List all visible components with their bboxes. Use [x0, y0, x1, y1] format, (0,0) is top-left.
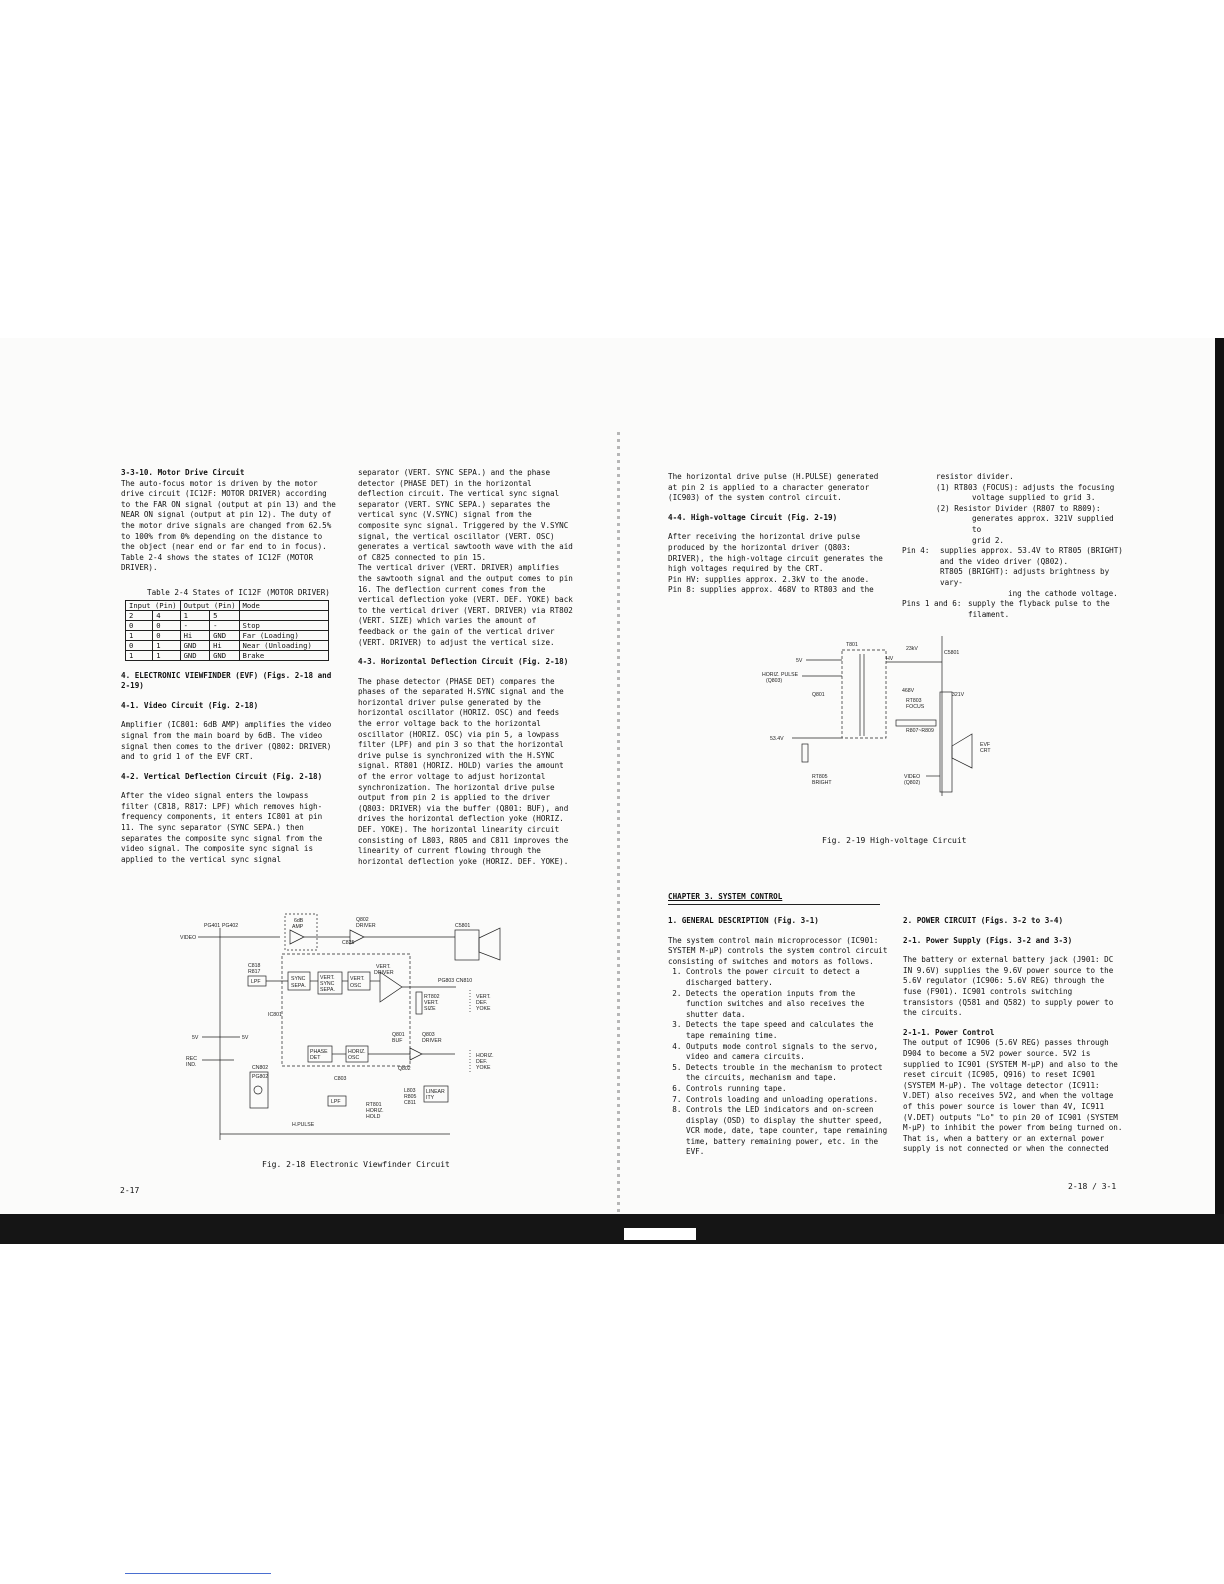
vertical-deflection-body: After the video signal enters the lowpass filter (C818, R817: LPF) which removes high-frequency components, it enters IC801 at pin 11. The sync separator (SYNC SEPA.) then separates the composite sync signal from the video signal. The composite sync signal is applied to the vertical sync signal [121, 791, 323, 864]
label-rt803: RT803 [906, 698, 922, 704]
table-cell: 1 [153, 650, 180, 660]
table-cell: 0 [153, 630, 180, 640]
power-supply-body: The battery or external battery jack (J901: DC IN 9.6V) supplies the 9.6V power source to the 5.6V regulator (IC906: 5.6V REG) through the fuse (F901). IC901 controls switching transistors (Q581 and Q582) to supply power to the circuits. [903, 955, 1114, 1018]
label-rt802: RT802 [424, 994, 440, 1000]
footer-link-line [125, 1573, 271, 1574]
label-r805: R805 [404, 1094, 417, 1100]
label-ic801: IC801 [268, 1012, 282, 1018]
label-6db: 6dB [294, 918, 304, 924]
pin4-line: RT805 (BRIGHT): adjusts brightness by vary- [940, 567, 1110, 587]
label-vert: VERT. [320, 975, 335, 981]
pin-hv-text: Pin HV: supplies approx. 2.3kV to the anode. [668, 574, 870, 584]
table-cell: 1 [126, 650, 153, 660]
label-q803: (Q803) [766, 678, 783, 684]
label-5v-b: 5V [242, 1035, 249, 1041]
label-evf: EVF [980, 742, 991, 748]
table-cell: - [180, 620, 209, 630]
table-cell: 5 [210, 610, 239, 620]
label-pg802: PG802 [252, 1074, 269, 1080]
label-vert-size: VERT. [424, 1000, 439, 1006]
label-crt: CRT [980, 748, 991, 754]
label-hv: HV [886, 656, 894, 662]
table-cell: Stop [239, 620, 328, 630]
section-heading-general-description: 1. GENERAL DESCRIPTION (Fig. 3-1) [668, 916, 819, 925]
label-5v: 5V [192, 1035, 199, 1041]
label-pg401: PG401 [204, 923, 221, 929]
right-page-column-6 [903, 916, 1123, 1164]
horizontal-deflection-body: The phase detector (PHASE DET) compares the phases of the separated H.SYNC signal and the horizontal driver pulse generated by the horizontal oscillator (HORIZ. OSC) and feeds the error voltage back to the horizontal oscillator (HORIZ. OSC) via pin 5, a lowpass filter (LPF) and pin 3 so that the horizontal drive pulse is synchronized with the H.SYNC signal. RT801 (HORIZ. HOLD) varies the amount of the error voltage to adjust horizontal synchronization. The horizontal drive pulse output from pin 2 is applied to the driver (Q803: DRIVER) via the buffer (Q801: BUF), and drives the horizontal deflection yoke (HORIZ. DEF. YOKE). The horizontal linearity circuit consisting of L803, R805 and C811 improves the linearity of current flowing through the horizontal deflection yoke (HORIZ. DEF. YOKE). [358, 676, 569, 866]
label-vdriver: DRIVER [374, 970, 394, 976]
scan-tab-mark [624, 1228, 696, 1240]
label-sepa: SEPA. [291, 983, 306, 989]
table-caption: Table 2-4 States of IC12F (MOTOR DRIVER) [147, 587, 330, 597]
label-horiz-pulse: HORIZ. PULSE [762, 672, 799, 678]
table-cell: GND [180, 640, 209, 650]
section-heading-power-supply: 2-1. Power Supply (Figs. 3-2 and 3-3) [903, 935, 1073, 945]
scan-bottom-band [0, 1214, 1224, 1244]
table-cell: 0 [126, 620, 153, 630]
table-cell: GND [210, 650, 239, 660]
vertical-sync-body: separator (VERT. SYNC SEPA.) and the phase detector (PHASE DET) in the horizontal deflection circuit. The vertical sync signal separator (VERT. SYNC SEPA.) separates the vertical sync (V.SYNC) signal from the composite sync signal. Triggered by the V.SYNC signal, the vertical oscillator (VERT. OSC) generates a vertical sawtooth wave with the aid of C825 connected to pin 15. [358, 468, 573, 562]
pins16-line: filament. [968, 609, 1010, 619]
power-control-body: The output of IC906 (5.6V REG) passes through D904 to become a 5V2 power source. 5V2 is supplied to IC901 (SYSTEM M-µP) and also to the reset circuit (IC905, Q916) to reset IC901 (SYSTEM M-µP). The voltage detector (IC911: V.DET) also receives 5V2, and when the voltage of this power source is lower than 4V, IC911 (V.DET) outputs "Lo" to pin 20 of IC901 (SYSTEM M-µP) to inhibit the power from being turned on. That is, when a battery or an external power supply is not connected or when the connected [903, 1038, 1123, 1154]
vertical-driver-body: The vertical driver (VERT. DRIVER) amplifies the sawtooth signal and the output comes to pin 16. The deflection current comes from the vertical deflection yoke (VERT. DEF. YOKE) back to the vertical driver (VERT. DRIVER) via RT802 (VERT. SIZE) which varies the amount of feedback or the gain of the vertical driver (VERT. DRIVER) to adjust the vertical size. [358, 563, 573, 647]
chapter-rule [668, 904, 880, 905]
label-r817: R817 [248, 969, 261, 975]
label-r807-r809: R807~R809 [906, 728, 934, 734]
list-item: 3. Detects the tape speed and calculates the tape remaining time. [686, 1020, 890, 1041]
label-vsync: SYNC [320, 981, 335, 987]
label-h-lpf: LPF [331, 1099, 341, 1105]
label-c5801: C5801 [944, 650, 960, 656]
label-vert-driver: VERT. [376, 964, 391, 970]
rt803-line-2: voltage supplied to grid 3. [972, 493, 1096, 503]
pins16-block [902, 599, 1124, 620]
label-q801: Q801 [392, 1032, 405, 1038]
list-item: 8. Controls the LED indicators and on-screen display (OSD) to display the shutter speed, VCR mode, date, tape counter, tape remaining time, battery remaining power, etc. in the EVF. [686, 1105, 890, 1158]
figure-caption-2-18: Fig. 2-18 Electronic Viewfinder Circuit [262, 1160, 450, 1169]
table-row [126, 640, 329, 650]
divider-line-2: generates approx. 321V supplied to [972, 514, 1114, 534]
list-item: 7. Controls loading and unloading operations. [686, 1095, 890, 1106]
label-vyoke-1: VERT. [476, 994, 491, 1000]
label-q803: Q803 [422, 1032, 435, 1038]
table-subheader-row [126, 610, 329, 620]
label-det: DET [310, 1055, 321, 1061]
table-header-row [126, 600, 329, 610]
page-number-right: 2-18 / 3-1 [1068, 1182, 1117, 1191]
label-c5801: C5801 [455, 923, 471, 929]
page-number-left: 2-17 [120, 1186, 140, 1195]
label-ity: ITY [426, 1095, 435, 1101]
table-cell: 4 [153, 610, 180, 620]
label-c803: C803 [334, 1076, 347, 1082]
label-amp: AMP [292, 924, 304, 930]
label-23kv: 23kV [906, 646, 918, 652]
table-cell: Brake [239, 650, 328, 660]
pins16-desc [940, 599, 1110, 620]
label-q802-b: Q802 [398, 1066, 411, 1072]
label-lpf: LPF [251, 979, 261, 985]
table-row [126, 650, 329, 660]
rt803-line: (1) RT803 (FOCUS): adjusts the focusing [936, 482, 1115, 492]
label-l803: L803 [404, 1088, 416, 1094]
list-item: 4. Outputs mode control signals to the servo, video and camera circuits. [686, 1042, 890, 1063]
label-driver: DRIVER [356, 923, 376, 929]
table-cell: - [210, 620, 239, 630]
table-cell: 2 [126, 610, 153, 620]
label-321v: 321V [952, 692, 965, 698]
pin4-line: ing the cathode voltage. [1008, 588, 1118, 598]
page-gutter [617, 432, 620, 1222]
label-size: SIZE [424, 1006, 436, 1012]
section-heading-evf: 4. ELECTRONIC VIEWFINDER (EVF) (Figs. 2-18 and 2-19) [121, 670, 332, 691]
label-vert-osc: VERT. [350, 976, 365, 982]
section-heading-high-voltage: 4-4. High-voltage Circuit (Fig. 2-19) [668, 512, 838, 522]
right-page-column-4 [902, 472, 1124, 620]
label-q802: (Q802) [904, 780, 921, 786]
label-osc: OSC [350, 983, 362, 989]
resistor-divider [896, 720, 936, 726]
high-voltage-body: After receiving the horizontal drive pulse produced by the horizontal driver (Q803: DRIVER), the high-voltage circuit generates the high voltages required by the CRT. [668, 532, 883, 574]
control-functions-list [668, 967, 890, 1158]
list-item: 6. Controls running tape. [686, 1084, 890, 1095]
label-horiz: HORIZ. [348, 1049, 366, 1055]
figure-2-19-high-voltage-schematic [756, 636, 1036, 796]
label-ind: IND. [186, 1062, 197, 1068]
amp-symbol [290, 930, 304, 944]
label-phase: PHASE [310, 1049, 328, 1055]
list-item: 2. Detects the operation inputs from the function switches and also receives the shutter data. [686, 989, 890, 1021]
label-t801: T801 [846, 642, 858, 648]
label-vyoke-2: DEF. [476, 1000, 488, 1006]
label-hpulse: H.PULSE [292, 1122, 315, 1128]
label-hhoriz: HORIZ. [366, 1108, 384, 1114]
label-q802: Q802 [356, 917, 369, 923]
right-page-column-3 [668, 472, 890, 596]
buffer-symbol [410, 1048, 422, 1060]
label-hdriver: DRIVER [422, 1038, 442, 1044]
label-53v: 53.4V [770, 736, 784, 742]
label-rec: REC [186, 1056, 197, 1062]
figure-caption-2-19: Fig. 2-19 High-voltage Circuit [822, 836, 967, 845]
label-cn802: CN802 [252, 1065, 269, 1071]
label-video: VIDEO [904, 774, 921, 780]
table-cell: Hi [210, 640, 239, 650]
led-symbol [254, 1086, 262, 1094]
table-cell: 0 [153, 620, 180, 630]
video-circuit-body: Amplifier (IC801: 6dB AMP) amplifies the video signal from the main board by 6dB. The video signal then comes to the driver (Q802: DRIVER) and to grid 1 of the EVF CRT. [121, 720, 332, 762]
motor-drive-table-ref: Table 2-4 shows the states of IC12F (MOTOR DRIVER). [121, 552, 314, 573]
hpulse-body: The horizontal drive pulse (H.PULSE) generated at pin 2 is applied to a character generator (IC903) of the system control circuit. [668, 472, 879, 503]
label-sync: SYNC [291, 976, 306, 982]
table-cell: 1 [153, 640, 180, 650]
table-header-cell: Mode [239, 600, 328, 610]
label-vyoke-3: YOKE [476, 1006, 491, 1012]
table-header-cell: Input (Pin) [126, 600, 181, 610]
label-hyoke-3: YOKE [476, 1065, 491, 1071]
label-q801: Q801 [812, 692, 825, 698]
label-468v: 468V [902, 688, 915, 694]
label-hyoke-2: DEF. [476, 1059, 488, 1065]
table-cell [239, 610, 328, 620]
label-pg402: PG402 [222, 923, 239, 929]
vert-driver-symbol [380, 972, 402, 1002]
label-5v: 5V [796, 658, 803, 664]
label-cn810: CN810 [456, 978, 473, 984]
label-hosc: OSC [348, 1055, 360, 1061]
pin4-desc [940, 546, 1124, 599]
list-item: 5. Detects trouble in the mechanism to protect the circuits, mechanism and tape. [686, 1063, 890, 1084]
table-cell: Hi [180, 630, 209, 640]
right-page-column-5 [668, 916, 890, 1166]
section-heading-horizontal-deflection: 4-3. Horizontal Deflection Circuit (Fig. 2-18) [358, 657, 569, 667]
divider-line: (2) Resistor Divider (R807 to R809): [936, 503, 1101, 513]
list-item: 1. Controls the power circuit to detect a discharged battery. [686, 967, 890, 988]
pins16-line: supply the flyback pulse to the [968, 599, 1110, 609]
crt-symbol [479, 928, 500, 960]
section-heading-video-circuit: 4-1. Video Circuit (Fig. 2-18) [121, 700, 259, 710]
section-heading-motor-drive: 3-3-10. Motor Drive Circuit [121, 468, 245, 477]
scan-edge-bar [1215, 338, 1224, 1244]
label-hyoke-1: HORIZ. [476, 1053, 494, 1059]
left-page-column-1 [121, 468, 336, 874]
evf-crt-symbol [952, 734, 972, 768]
table-cell: 1 [180, 610, 209, 620]
pin4-key: Pin 4: [902, 546, 930, 556]
label-bright: BRIGHT [812, 780, 832, 786]
divider-line-3: grid 2. [972, 535, 1005, 545]
table-cell: GND [210, 630, 239, 640]
label-focus: FOCUS [906, 704, 925, 710]
section-heading-vertical-deflection: 4-2. Vertical Deflection Circuit (Fig. 2-18) [121, 771, 323, 781]
table-row [126, 620, 329, 630]
section-heading-power-control: 2-1-1. Power Control [903, 1027, 995, 1037]
rt805-resistor [802, 744, 808, 762]
table-cell: Near (Unloading) [239, 640, 328, 650]
label-c818: C818 [248, 963, 261, 969]
section-heading-power-circuit: 2. POWER CIRCUIT (Figs. 3-2 to 3-4) [903, 916, 1064, 925]
rt802-resistor [416, 992, 422, 1014]
label-pg803: PG803 [438, 978, 455, 984]
general-description-body: The system control main microprocessor (IC901: SYSTEM M-µP) controls the system control circuit consisting of switches and motors as follows. [668, 935, 888, 966]
pins16-key: Pins 1 and 6: [902, 599, 962, 609]
label-rt801: RT801 [366, 1102, 382, 1108]
label-vsepa: SEPA. [320, 987, 335, 993]
table-cell: Far (Loading) [239, 630, 328, 640]
table-header-cell: Output (Pin) [180, 600, 239, 610]
pin8-continued: resistor divider. [936, 472, 1014, 481]
label-video: VIDEO [180, 935, 197, 941]
pin4-block [902, 546, 1124, 599]
motor-drive-body: The auto-focus motor is driven by the motor drive circuit (IC12F: MOTOR DRIVER) according to the FAR ON signal (output at pin 13) and the NEAR ON signal (output at pin 12). The duty of the motor drive signals are changed from 62.5% to 100% from 0% depending on the distance to the object (near end or far end to in focus). [121, 478, 336, 552]
label-c825: C825 [342, 940, 355, 946]
table-cell: 0 [126, 640, 153, 650]
left-page-column-2 [358, 468, 576, 876]
table-cell: 1 [126, 630, 153, 640]
motor-driver-state-table [125, 600, 329, 661]
figure-2-18-evf-schematic [170, 910, 530, 1140]
label-buf: BUF [392, 1038, 403, 1044]
table-row [126, 630, 329, 640]
pin4-line: and the video driver (Q802). [940, 556, 1069, 566]
crt-box [455, 930, 479, 960]
pin4-line: supplies approx. 53.4V to RT805 (BRIGHT) [940, 546, 1123, 556]
table-cell: GND [180, 650, 209, 660]
label-rt805: RT805 [812, 774, 828, 780]
chapter-heading: CHAPTER 3. SYSTEM CONTROL [668, 892, 783, 901]
label-c811: C811 [404, 1100, 417, 1106]
pin-8-text: Pin 8: supplies approx. 468V to RT803 and the [668, 585, 874, 595]
label-linear: LINEAR [426, 1089, 445, 1095]
label-hold: HOLD [366, 1114, 381, 1120]
